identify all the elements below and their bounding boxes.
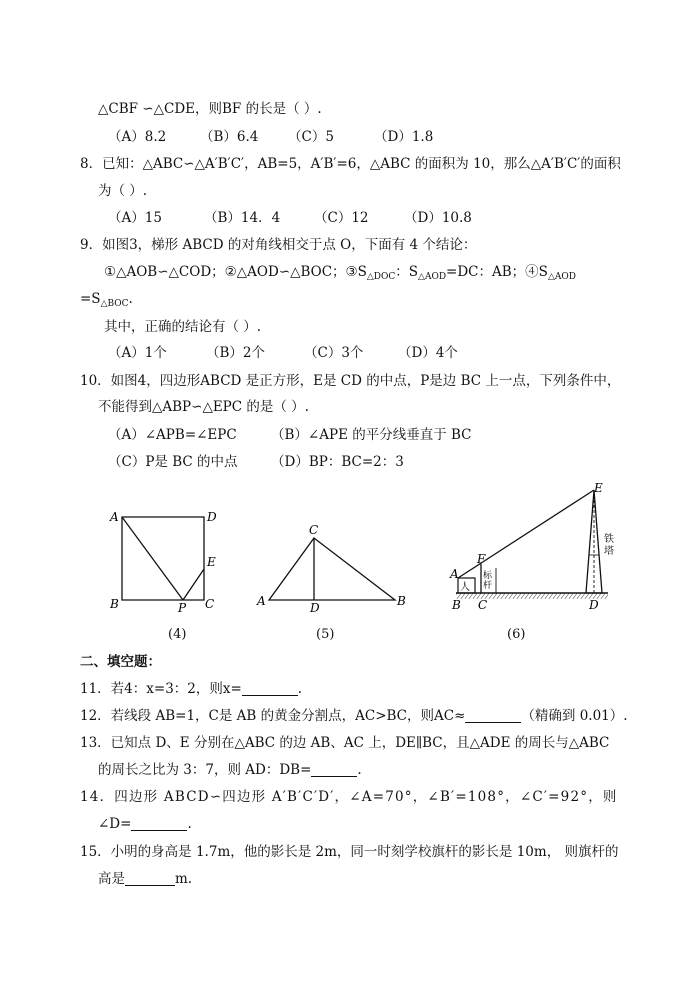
figure-6	[448, 480, 623, 615]
q8-option-b: （B）14．4	[204, 210, 281, 226]
q14-line2	[98, 814, 192, 834]
fig5-label-a: A	[257, 594, 266, 608]
fig5-caption: (5)	[316, 627, 335, 642]
q9-eq-text: =S	[80, 291, 101, 307]
q10-line1: 10．如图4，四边形ABCD 是正方形，E是 CD 的中点，P是边 BC 上一点，下列条件中，	[80, 373, 621, 389]
q10-line2: 不能得到△ABP∽△EPC 的是（ ）.	[98, 399, 309, 415]
q13-line1: 13．已知点 D、E 分别在△ABC 的边 AB、AC 上，DE∥BC，且△ADE 的周长与△ABC	[80, 735, 610, 751]
q14-text: ∠D=	[98, 816, 132, 832]
q10-option-a: （A）∠APB=∠EPC	[108, 427, 237, 443]
q9-option-d: （D）4个	[398, 345, 458, 361]
fig6-label-person: 人	[460, 582, 470, 593]
q14-line1: 14．四边形 ABCD∽四边形 A′B′C′D′，∠A=70°，∠B′=108°，∠C′=92°，则	[80, 789, 618, 805]
q11-end: .	[297, 681, 303, 697]
q8-line2: 为（ ）.	[98, 183, 148, 199]
q7-options	[108, 127, 433, 147]
q9-subscript-doc: △DOC	[366, 272, 396, 282]
fig5-triangle	[269, 538, 395, 600]
q9-line4: 其中，正确的结论有（ ）.	[104, 319, 262, 335]
fig6-label-c: C	[478, 598, 488, 612]
q9-option-b: （B）2个	[206, 345, 266, 361]
fig6-caption: (6)	[507, 627, 526, 642]
q9-option-c: （C）3个	[304, 345, 364, 361]
q13-line2	[98, 760, 362, 780]
q8-option-d: （D）10.8	[404, 210, 472, 226]
fig4-line-ap	[122, 517, 183, 600]
q9-eq-end: .	[128, 291, 133, 307]
fig4-label-e: E	[207, 555, 216, 569]
q13-end: .	[357, 762, 362, 778]
q7-text: △CBF ∽△CDE，则BF 的长是（ ）.	[98, 101, 322, 117]
q8-options	[108, 208, 472, 228]
fig6-label-f: F	[477, 552, 486, 566]
fig5-label-c: C	[309, 523, 319, 537]
q10-option-d: （D）BP：BC=2：3	[271, 454, 404, 470]
q15-end: m.	[175, 871, 193, 887]
q10-options-ab	[108, 425, 472, 445]
fig4-label-a: A	[110, 510, 119, 524]
q9-line1: 9．如图3，梯形 ABCD 的对角线相交于点 O，下面有 4 个结论：	[80, 237, 477, 253]
fig6-label-e: E	[594, 481, 603, 495]
q13-answer-blank[interactable]	[311, 762, 357, 777]
q9-option-a: （A）1个	[108, 345, 167, 361]
q10-option-c: （C）P是 BC 的中点	[108, 454, 238, 470]
q9-subscript-boc: △BOC	[100, 299, 129, 309]
q9-line3	[80, 289, 133, 314]
q7-option-b: （B）6.4	[200, 129, 259, 145]
q8-option-c: （C）12	[314, 210, 369, 226]
q15-answer-blank[interactable]	[125, 871, 175, 886]
q9-options	[108, 343, 458, 363]
fig6-label-tower-2: 塔	[604, 546, 614, 557]
fig6-label-b: B	[452, 598, 461, 612]
q11-text: 11．若4：x=3：2，则x=	[80, 681, 242, 697]
q11-answer-blank[interactable]	[242, 681, 298, 696]
fig4-label-c: C	[205, 597, 215, 611]
q10-options-cd	[108, 452, 404, 472]
fig6-label-a: A	[450, 567, 459, 581]
q9-conclusion-text-2: ：S	[395, 264, 419, 280]
q14-end: .	[187, 816, 192, 832]
q11	[80, 679, 302, 699]
fig6-label-tower-1: 铁	[604, 534, 614, 545]
fig5-label-d: D	[310, 601, 320, 615]
fig4-label-p: P	[178, 601, 187, 615]
fig6-label-pole-2: 杆	[483, 581, 493, 591]
q10-option-b: （B）∠APE 的平分线垂直于 BC	[271, 427, 472, 443]
q12-end: （精确到 0.01）.	[521, 708, 628, 724]
q9-subscript-aod-2: △AOD	[547, 272, 576, 282]
figure-5	[255, 520, 410, 615]
fig4-label-d: D	[207, 510, 217, 524]
q15-line1: 15．小明的身高是 1.7m，他的影长是 2m，同一时刻学校旗杆的影长是 10m， 则旗杆的	[80, 844, 619, 860]
q14-answer-blank[interactable]	[131, 816, 187, 831]
q15-text: 高是	[98, 871, 125, 887]
fig6-label-d: D	[589, 598, 599, 612]
q12	[80, 706, 628, 726]
q7-option-a: （A）8.2	[108, 129, 167, 145]
q15-line2	[98, 869, 192, 889]
q9-subscript-aod: △AOD	[418, 272, 447, 282]
fig4-label-b: B	[110, 597, 119, 611]
q9-conclusions	[104, 262, 576, 287]
fig4-line-pe	[183, 569, 204, 600]
q7-option-d: （D）1.8	[374, 129, 434, 145]
q9-conclusion-text-1: ①△AOB∽△COD；②△AOD∽△BOC；③S	[104, 264, 367, 280]
fig5-label-b: B	[397, 594, 406, 608]
q12-text: 12．若线段 AB=1，C是 AB 的黄金分割点，AC>BC，则AC≈	[80, 708, 466, 724]
figure-4	[105, 505, 225, 617]
q12-answer-blank[interactable]	[465, 708, 521, 723]
fig6-label-pole-1: 标	[483, 571, 493, 581]
fig4-caption: (4)	[168, 627, 187, 642]
q9-conclusion-text-3: =DC：AB；④S	[446, 264, 548, 280]
q13-text: 的周长之比为 3：7，则 AD：DB=	[98, 762, 312, 778]
q8-line1: 8．已知：△ABC∽△A′B′C′，AB=5，A′B′=6，△ABC 的面积为 10，那么△A′B′C′的面积	[80, 156, 621, 172]
q8-option-a: （A）15	[108, 210, 162, 226]
q7-option-c: （C）5	[288, 129, 334, 145]
section-title-fill-in: 二、填空题：	[80, 654, 161, 670]
